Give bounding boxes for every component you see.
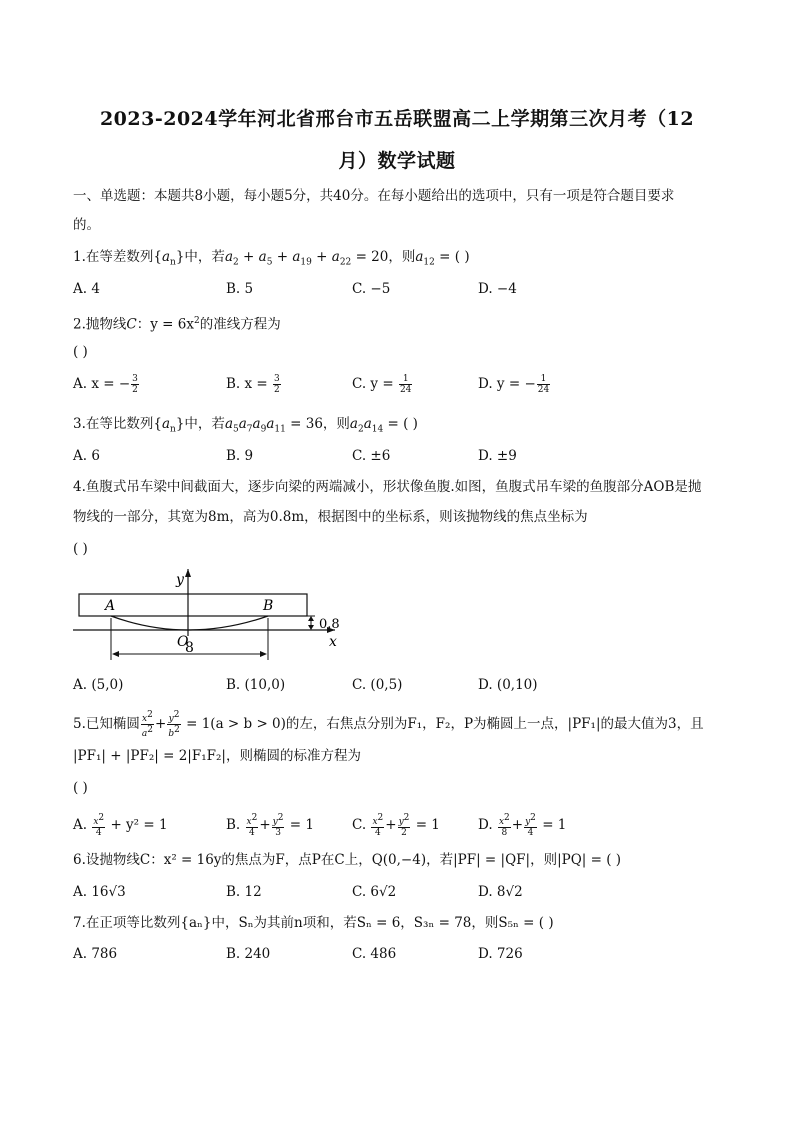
q5-option-c: C. $\frac{x^2}{4}$ + $\frac{y^2}{2}$ = 1 <box>352 813 440 838</box>
height-arrow-bottom <box>308 625 314 630</box>
q4-option-b: B. (10,0) <box>226 677 286 693</box>
label-o: O <box>177 634 189 650</box>
q1-option-b: B. 5 <box>226 281 254 297</box>
width-arrow-left <box>112 651 119 657</box>
q3-option-c: C. ±6 <box>352 448 391 464</box>
label-x: x <box>329 634 337 650</box>
label-b: B <box>263 598 274 614</box>
q6-option-c: C. 6√2 <box>352 884 397 900</box>
q2-option-a: A. x = − $\frac{3}{2}$ <box>73 374 138 395</box>
question-4-line1: 4.鱼腹式吊车梁中间截面大，逐步向梁的两端减小，形状像鱼腹.如图，鱼腹式吊车梁的鱼腹部分AOB是抛 <box>73 479 702 495</box>
question-3: 3.在等比数列$\{a_n\}$中，若$a_5a_7a_9a_{11} = 36$，则$a_2a_{14}$ = ( ) <box>73 416 418 435</box>
q7-option-a: A. 786 <box>73 946 118 962</box>
q5-option-a: A. $\frac{x^2}{4}$ + y² = 1 <box>73 813 168 838</box>
q1-option-c: C. −5 <box>352 281 391 297</box>
q1-option-a: A. 4 <box>73 281 100 297</box>
q6-option-b: B. 12 <box>226 884 262 900</box>
question-1: 1.在等差数列$\{a_n\}$中，若$a_2 + a_5 + a_{19} + a_{22} = 20$，则$a_{12}$ = ( ) <box>73 249 470 268</box>
question-2: 2.抛物线C：$y = 6x^2$的准线方程为 <box>73 316 281 333</box>
q5-option-b: B. $\frac{x^2}{4}$ + $\frac{y^2}{3}$ = 1 <box>226 813 314 838</box>
q2-option-c: C. y = $\frac{1}{24}$ <box>352 374 412 395</box>
page-title-line2: 月）数学试题 <box>338 150 456 172</box>
label-y: y <box>176 572 184 588</box>
question-7: 7.在正项等比数列{aₙ}中，Sₙ为其前n项和，若Sₙ = 6，S₃ₙ = 78，则S₅ₙ = ( ) <box>73 915 554 931</box>
q4-option-a: A. (5,0) <box>73 677 124 693</box>
question-5-line2: |PF₁| + |PF₂| = 2|F₁F₂|，则椭圆的标准方程为 <box>73 748 361 764</box>
section-header: 一、单选题：本题共8小题，每小题5分，共40分。在每小题给出的选项中，只有一项是符合题目要求 <box>73 188 675 204</box>
q1-option-d: D. −4 <box>478 281 517 297</box>
q4-option-d: D. (0,10) <box>478 677 538 693</box>
q5-option-d: D. $\frac{x^2}{8}$ + $\frac{y^2}{4}$ = 1 <box>478 813 567 838</box>
q5-paren: ( ) <box>73 780 88 796</box>
q7-option-c: C. 486 <box>352 946 397 962</box>
parabola-aob <box>111 616 268 630</box>
q4-paren: ( ) <box>73 541 88 557</box>
q2-option-d: D. y = − $\frac{1}{24}$ <box>478 374 550 395</box>
q6-option-d: D. 8√2 <box>478 884 523 900</box>
section-header-cont: 的。 <box>73 217 100 233</box>
q2-paren: ( ) <box>73 344 88 360</box>
label-a: A <box>105 598 116 614</box>
height-arrow-top <box>308 616 314 621</box>
question-5-line1: 5.已知椭圆 $\frac{x^2}{a^2}$ + $\frac{y^2}{b^2}$ = 1(a > b > 0)的左，右焦点分别为F₁，F₂，P为椭圆上一点，|PF₁|的最大值为3，且 <box>73 710 704 739</box>
q4-option-c: C. (0,5) <box>352 677 403 693</box>
q6-option-a: A. 16√3 <box>73 884 126 900</box>
q3-option-a: A. 6 <box>73 448 100 464</box>
fish-belly-beam-figure <box>73 566 363 666</box>
q3-option-b: B. 9 <box>226 448 254 464</box>
q7-option-d: D. 726 <box>478 946 523 962</box>
label-height: 0.8 <box>319 617 340 632</box>
question-6: 6.设抛物线C：x² = 16y的焦点为F，点P在C上，Q(0,−4)，若|PF| = |QF|，则|PQ| = ( ) <box>73 852 622 868</box>
page-title-line1: 2023-2024学年河北省邢台市五岳联盟高二上学期第三次月考（12 <box>99 108 695 130</box>
y-axis-arrow <box>185 569 191 577</box>
q7-option-b: B. 240 <box>226 946 271 962</box>
label-width: 8 <box>185 640 194 656</box>
width-arrow-right <box>260 651 267 657</box>
q2-option-b: B. x = $\frac{3}{2}$ <box>226 374 280 395</box>
question-4-line2: 物线的一部分，其宽为8m，高为0.8m，根据图中的坐标系，则该抛物线的焦点坐标为 <box>73 509 588 525</box>
q3-option-d: D. ±9 <box>478 448 517 464</box>
